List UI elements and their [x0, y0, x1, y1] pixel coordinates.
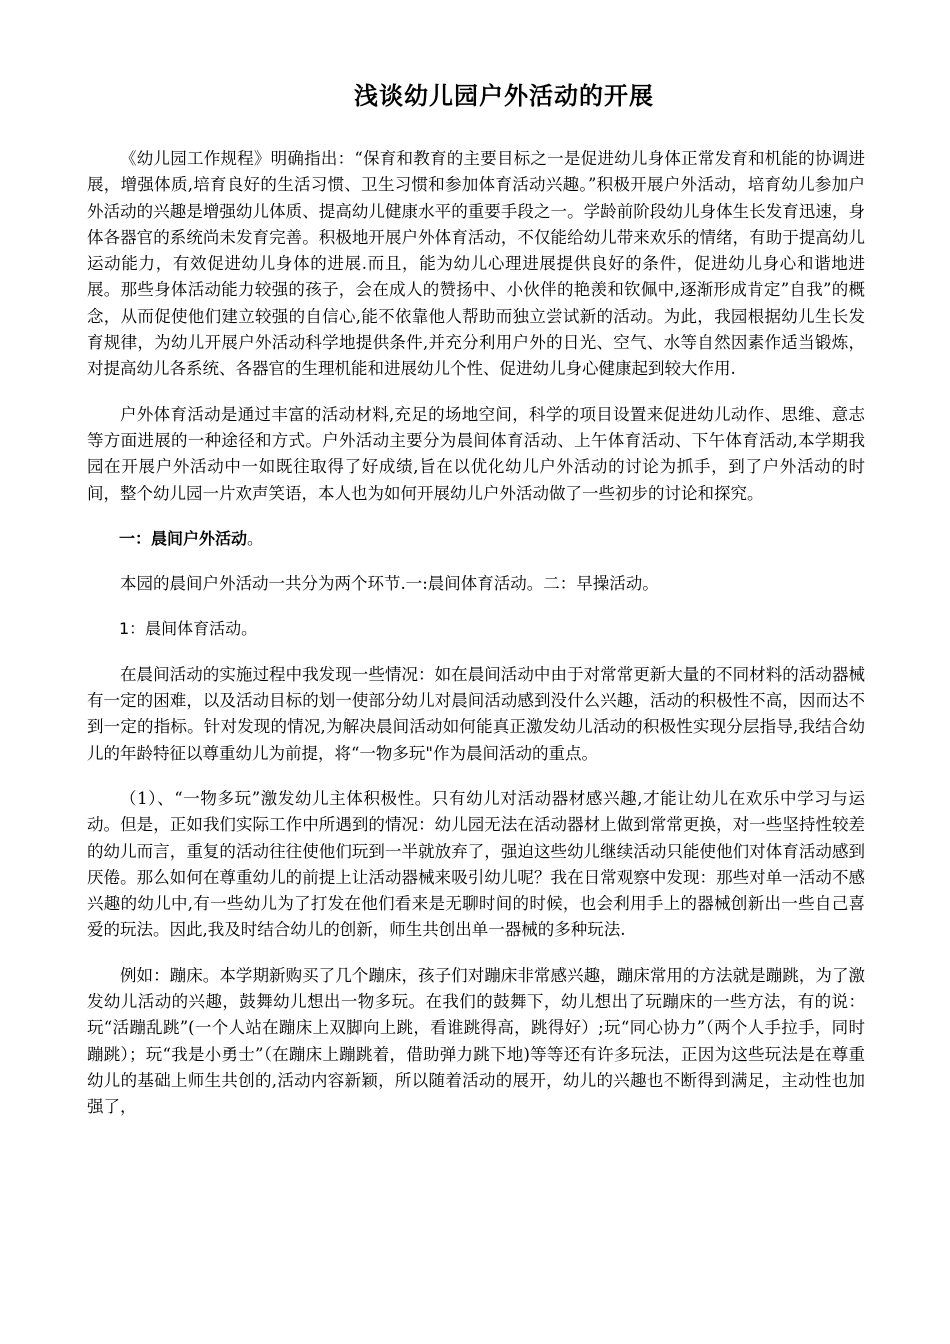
paragraph-outdoor-overview: 户外体育活动是通过丰富的活动材料,充足的场地空间，科学的项目设置来促进幼儿动作、思维、意志等方面进展的一种途径和方式。户外活动主要分为晨间体育活动、上午体育活动、下午体育活动,本学期我园在开展户外活动中一如既往取得了好成绩,旨在以优化幼儿户外活动的讨论为抓手，到了户外活动的时间，整个幼儿园一片欢声笑语，本人也为如何开展幼儿户外活动做了一些初步的讨论和探究。	[87, 404, 865, 503]
paragraph-section1-intro: 本园的晨间户外活动一共分为两个环节.一:晨间体育活动。二：早操活动。	[120, 574, 659, 594]
subsection-heading-morning-sports: 1：晨间体育活动。	[119, 619, 258, 639]
document-body	[87, 146, 865, 1121]
paragraph-morning-issues: 在晨间活动的实施过程中我发现一些情况：如在晨间活动中由于对常常更新大量的不同材料的活动器械有一定的困难，以及活动目标的划一使部分幼儿对晨间活动感到没什么兴趣，活动的积极性不高，因而达不到一定的指标。针对发现的情况,为解决晨间活动如何能真正激发幼儿活动的积极性实现分层指导,我结合幼儿的年龄特征以尊重幼儿为前提，将“一物多玩"作为晨间活动的重点。	[87, 664, 865, 763]
paragraph-one-item-many-plays: （1）、“一物多玩”激发幼儿主体积极性。只有幼儿对活动器材感兴趣,才能让幼儿在欢乐中学习与运动。但是，正如我们实际工作中所遇到的情况：幼儿园无法在活动器材上做到常常更换，对一些坚持性较差的幼儿而言，重复的活动往往使他们玩到一半就放弃了，强迫这些幼儿继续活动只能使他们对体育活动感到厌倦。那么如何在尊重幼儿的前提上让活动器械来吸引幼儿呢？我在日常观察中发现：那些对单一活动不感兴趣的幼儿中,有一些幼儿为了打发在他们看来是无聊时间的时候，也会利用手上的器械创新出一些自己喜爱的玩法。因此,我及时结合幼儿的创新，师生共创出单一器械的多种玩法.	[87, 788, 865, 940]
section-heading-tail: 。	[247, 528, 264, 548]
section-heading-morning-outdoor	[87, 526, 865, 552]
paragraph-trampoline-example: 例如：蹦床。本学期新购买了几个蹦床，孩子们对蹦床非常感兴趣，蹦床常用的方法就是蹦跳，为了激发幼儿活动的兴趣，鼓舞幼儿想出一物多玩。在我们的鼓舞下，幼儿想出了玩蹦床的一些方法，有的说：玩“活蹦乱跳”(一个人站在蹦床上双脚向上跳，看谁跳得高，跳得好）;玩“同心协力”（两个人手拉手，同时蹦跳）；玩“我是小勇士”（在蹦床上蹦跳着，借助弹力跳下地)等等还有许多玩法，正因为这些玩法是在尊重幼儿的基础上师生共创的,活动内容新颖，所以随着活动的展开，幼儿的兴趣也不断得到满足，主动性也加强了，	[87, 965, 865, 1117]
section-heading-text: 一：晨间户外活动	[119, 528, 248, 548]
paragraph-intro: 《幼儿园工作规程》明确指出：“保育和教育的主要目标之一是促进幼儿身体正常发育和机能的协调进展，增强体质,培育良好的生活习惯、卫生习惯和参加体育活动兴趣。”积极开展户外活动，培育幼儿参加户外活动的兴趣是增强幼儿体质、提高幼儿健康水平的重要手段之一。学龄前阶段幼儿身体生长发育迅速，身体各器官的系统尚未发育完善。积极地开展户外体育活动，不仅能给幼儿带来欢乐的情绪，有助于提高幼儿运动能力，有效促进幼儿身体的进展.而且，能为幼儿心理进展提供良好的条件，促进幼儿身心和谐地进展。那些身体活动能力较强的孩子，会在成人的赞扬中、小伙伴的艳羡和钦佩中,逐渐形成肯定”自我”的概念，从而促使他们建立较强的自信心,能不依靠他人帮助而独立尝试新的活动。为此，我园根据幼儿生长发育规律，为幼儿开展户外活动科学地提供条件,并充分利用户外的日光、空气、水等自然因素作适当锻炼，对提高幼儿各系统、各器官的生理机能和进展幼儿个性、促进幼儿身心健康起到较大作用.	[87, 149, 865, 379]
document-title: 浅谈幼儿园户外活动的开展	[354, 82, 654, 110]
